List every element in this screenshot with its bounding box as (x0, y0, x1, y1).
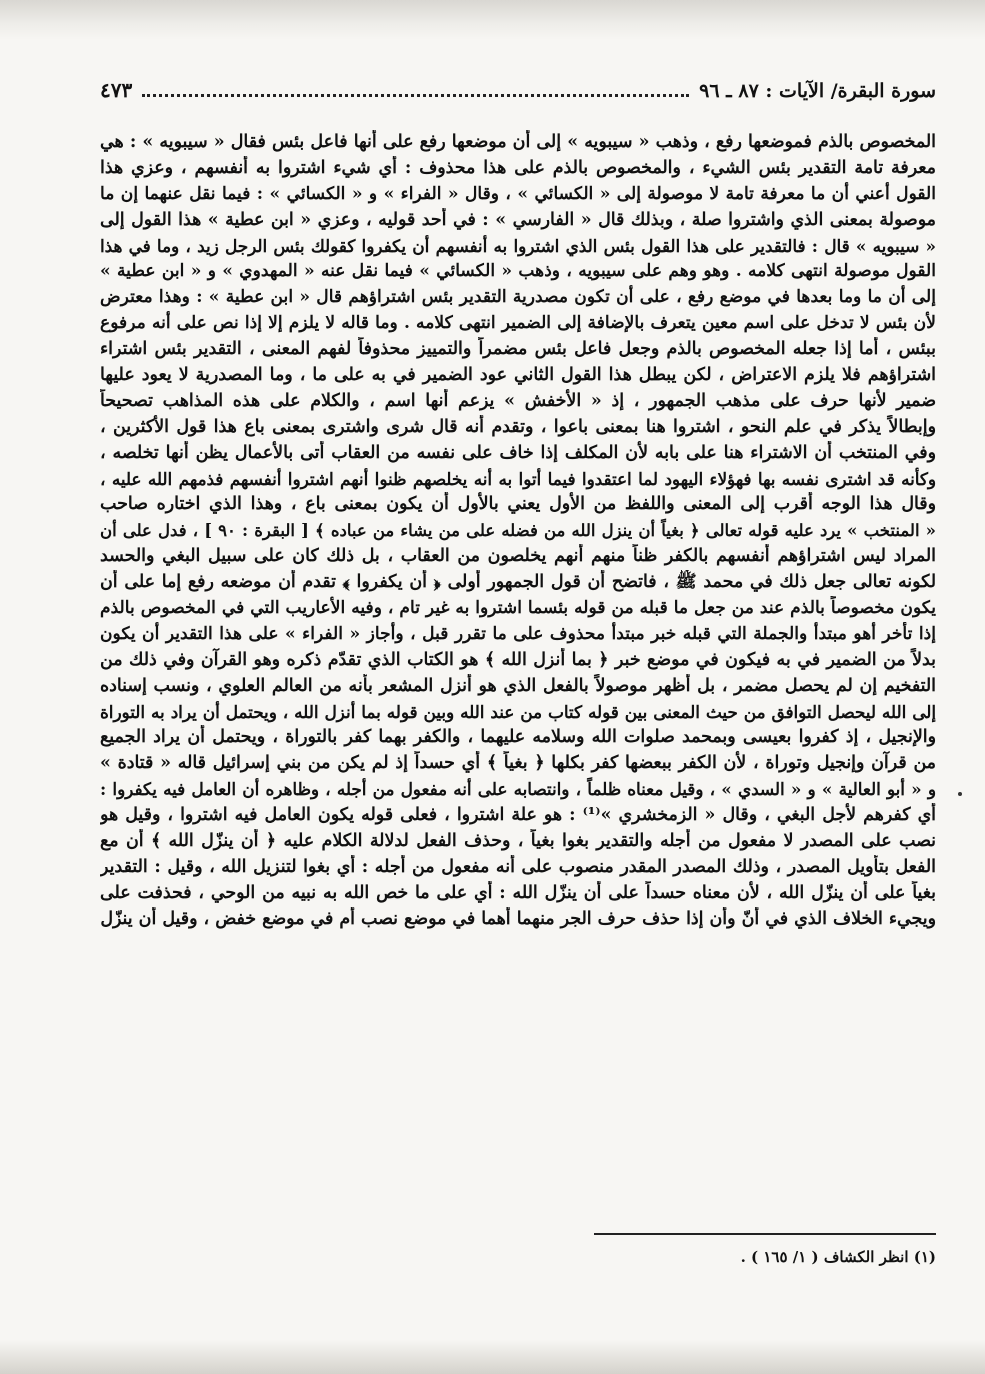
footnote: (١) انظر الكشاف ( ١/ ١٦٥ ) . (740, 1248, 936, 1266)
text-line: الفعل بتأويل المصدر ، وذلك المصدر المقدر منصوب على أنه مفعول من أجله : أي بغوا لتنزيل الله ، وقيل : التقدير (100, 856, 936, 877)
scan-speck (958, 792, 962, 796)
text-line: معرفة تامة التقدير بئس الشيء ، والمخصوص بالذم على هذا محذوف : أي شيء اشتروا به أنفسهم ، وعزي هذا (100, 157, 936, 178)
text-line: وكأنه قد اشترى نفسه بها فهؤلاء اليهود لما اعتقدوا فيما أتوا به أنه يخلصهم ظنوا أنهم اشتروا أنفسهم فذمهم الله عليه ، (100, 468, 936, 489)
scan-edge-bottom (0, 1340, 985, 1374)
text-line: لأن بئس لا تدخل على اسم معين يتعرف بالإضافة إلى الضمير انتهى كلامه . وما قاله لا يلزم إلا إذا نص على أنه مرفوع (100, 313, 936, 334)
header-dotted-leader (142, 80, 689, 97)
page-number: ٤٧٣ (100, 78, 133, 102)
footnote-separator (594, 1233, 936, 1235)
text-line: من قرآن وإنجيل وتوراة ، لأن الكفر ببعضها كفر بكلها ﴿ بغياً ﴾ أي حسداً إذ لم يكن من بني إسرائيل قاله « قتادة » (100, 753, 936, 774)
text-line: وقال هذا الوجه أقرب إلى المعنى واللفظ من الأول يعني بالأول أن يكون بمعنى باع ، وهذا الذي اختاره صاحب (100, 494, 936, 515)
text-line: القول أعني أن ما معرفة تامة لا موصولة إلى « الكسائي » ، وقال « الفراء » و « الكسائي » : فيما نقل عنهما إن ما (100, 183, 936, 204)
text-line: ضمير لأنها حرف على مذهب الجمهور ، إذ « الأخفش » يزعم أنها اسم ، والكلام على هذه المذاهب تصحيحاً (100, 390, 936, 411)
book-page (100, 78, 936, 1298)
text-line: اشتراؤهم فلا يلزم الاعتراض ، لكن يبطل هذا القول الثاني عود الضمير في به على ما ، وما المصدرية لا يعود عليها (100, 365, 936, 386)
text-line: ببئس ، أما إذا جعله المخصوص بالذم وجعل فاعل بئس مضمراً والتمييز محذوفاً لفهم المعنى ، التقدير بئس اشتراء (100, 339, 936, 360)
text-line: إذا تأخر أهو مبتدأ والجملة التي قبله خبر مبتدأ محذوف على ما تقرر قبل ، وأجاز « الفراء » على هذا التقدير أن يكون (100, 623, 936, 644)
running-title: سورة البقرة/ الآيات : ٨٧ ـ ٩٦ (699, 80, 936, 102)
text-line: نصب على المصدر لا مفعول من أجله والتقدير بغوا بغياً ، وحذف الفعل لدلالة الكلام عليه ﴿ أن ينزّل الله ﴾ أن مع (100, 831, 936, 852)
text-line: « المنتخب » يرد عليه قوله تعالى ﴿ بغياً أن ينزل الله من فضله على من يشاء من عباده ﴾ [ البقرة : ٩٠ ] ، فدل على أن (100, 521, 936, 541)
text-line: المراد ليس اشتراؤهم أنفسهم بالكفر ظناً منهم أنهم يخلصون من العقاب ، بل ذلك كان على سبيل البغي والحسد (100, 546, 936, 567)
scan-edge-top (0, 0, 985, 40)
text-line: موصولة بمعنى الذي واشتروا صلة ، وبذلك قال « الفارسي » : في أحد قوليه ، وعزي « ابن عطية » هذا القول إلى (100, 209, 936, 230)
text-line: القول موصولة انتهى كلامه . وهو وهم على سيبويه ، وذهب « الكسائي » فيما نقل عنه « المهدوي » و « ابن عطية » (100, 261, 936, 282)
text-line: بغياً على أن ينزّل الله ، لأن معناه حسداً على أن ينزّل الله : أي على ما خص الله به نبيه من الوحي ، فحذفت على (100, 882, 936, 903)
text-line: والإنجيل ، إذ كفروا بعيسى وبمحمد صلوات الله وسلامه عليهما ، والكفر بهما كفر بالتوراة ، ويحتمل أن يراد الجميع (100, 727, 936, 748)
text-line: إلى أن ما وما بعدها في موضع رفع ، على أن تكون مصدرية التقدير بئس اشتراؤهم قال « ابن عطية » : وهذا معترض (100, 287, 936, 308)
body-text (100, 130, 936, 933)
text-line: و « أبو العالية » و « السدي » ، وقيل معناه ظلماً ، وانتصابه على أنه مفعول من أجله ، وظاهره أن العامل فيه يكفروا : (100, 779, 936, 800)
text-line: يكون مخصوصاً بالذم عند من جعل ما قبله من قوله بئسما اشتروا به غير تام ، وفيه الأعاريب التي في المخصوص بالذم (100, 598, 936, 619)
text-line: بدلاً من الضمير في به فيكون في موضع خبر ﴿ بما أنزل الله ﴾ هو الكتاب الذي تقدّم ذكره وهو القرآن وفي ذلك من (100, 649, 936, 670)
text-line: أي كفرهم لأجل البغي ، وقال « الزمخشري »⁽¹⁾ : هو علة اشتروا ، فعلى قوله يكون العامل فيه اشتروا ، وقيل هو (100, 805, 936, 826)
text-line: إلى الله ليحصل التوافق من حيث المعنى بين قوله كتاب من عند الله وبين قوله بما أنزل الله ، ويحتمل أن يراد به التوراة (100, 701, 936, 722)
text-line: التفخيم إن لم يحصل مضمر ، بل أظهر موصولاً بالفعل الذي هو أنزل المشعر بأنه من العالم العلوي ، ونسب إسناده (100, 675, 936, 696)
text-line: « سيبويه » قال : فالتقدير على هذا القول بئس الذي اشتروا به أنفسهم أن يكفروا كقولك بئس الرجل زيد ، وما في هذا (100, 235, 936, 256)
text-line: وفي المنتخب أن الاشتراء هنا على بابه لأن المكلف إذا خاف على نفسه من العقاب أتى بالأعمال يظن أنها تخلصه ، (100, 442, 936, 463)
text-line: ويجيء الخلاف الذي في أنّ وأن إذا حذف حرف الجر منهما أهما في موضع نصب أم في موضع خفض ، وقيل أن ينزّل (100, 908, 936, 929)
text-line: وإبطالاً يذكر في علم النحو ، اشتروا هنا بمعنى باعوا ، وتقدم أنه قال شرى واشترى بمعنى باع هذا قول الأكثرين ، (100, 416, 936, 437)
text-line: المخصوص بالذم فموضعها رفع ، وذهب « سيبويه » إلى أن موضعها رفع على أنها فاعل بئس فقال « سيبويه » : هي (100, 132, 936, 152)
page-header (100, 78, 936, 114)
text-line: لكونه تعالى جعل ذلك في محمد ﷺ ، فاتضح أن قول الجمهور أولى ﴿ أن يكفروا ﴾ تقدم أن موضعه رفع إما على أن (100, 572, 936, 593)
